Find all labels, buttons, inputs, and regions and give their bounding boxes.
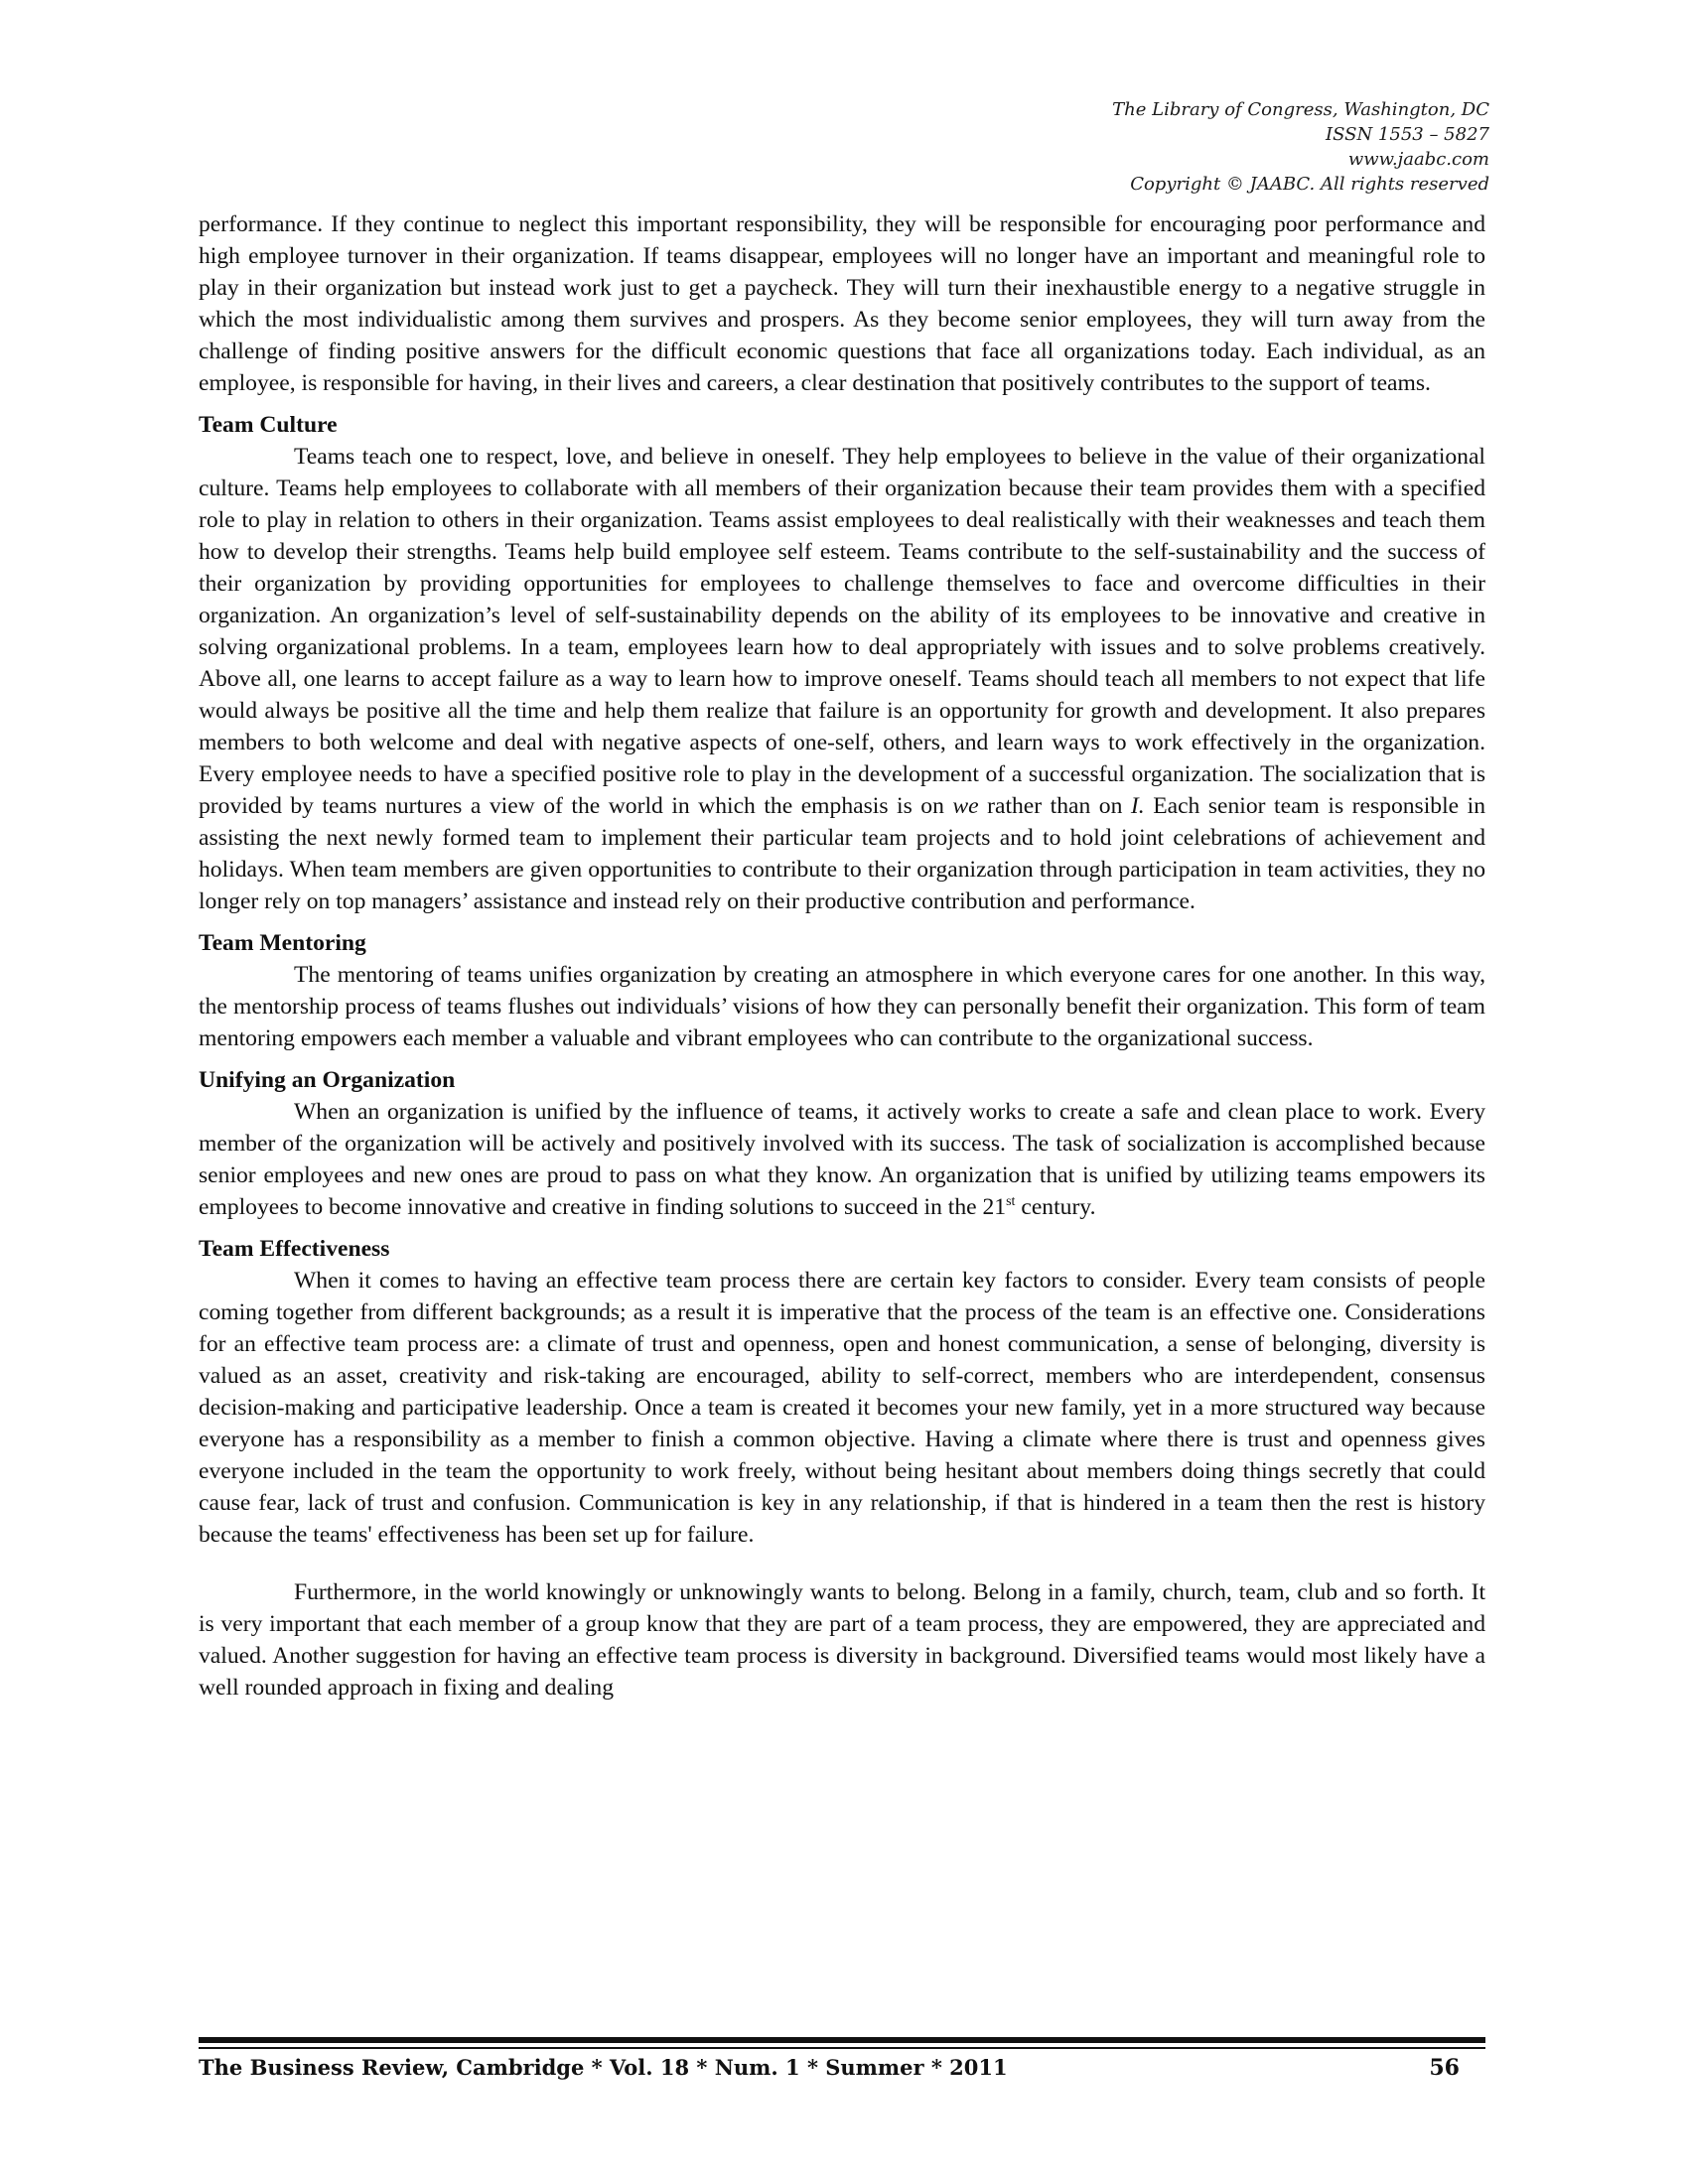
text-segment: Teams teach one to respect, love, and believe in oneself. They help employees to believe in the value of their organizational culture. Teams help employees to collaborate with all members of their organization because their team provides them with a specified role to play in relation to others in their organization. Teams assist employees to deal realistically with their weaknesses and teach them how to develop their strengths. Teams help build employee self esteem. Teams contribute to the self-sustainability and the success of their organization by providing opportunities for employees to challenge themselves to face and overcome difficulties in their organization. An organization’s level of self-sustainability depends on the ability of its employees to be innovative and creative in solving organizational problems. In a team, employees learn how to deal appropriately with issues and to solve problems creatively. Above all, one learns to accept failure as a way to learn how to improve oneself. Teams should teach all members to not expect that life would always be positive all the time and help them realize that failure is an opportunity for growth and development. It also prepares members to both welcome and deal with negative aspects of one-self, others, and learn ways to work effectively in the organization. Every employee needs to have a specified positive role to play in the development of a successful organization. The socialization that is provided by teams nurtures a view of the world in which the emphasis is on xyxy=(199,444,1485,819)
footer-journal-info: The Business Review, Cambridge * Vol. 18 * Num. 1 * Summer * 2011 xyxy=(199,2055,1008,2080)
paragraph-team-mentoring: The mentoring of teams unifies organization by creating an atmosphere in which everyone cares for one another. In this way, the mentorship process of teams flushes out individuals’ visions of how they can personally benefit their organization. This form of team mentoring empowers each member a valuable and vibrant employees who can contribute to the organizational success. xyxy=(199,962,1485,1051)
paragraph-unifying-organization xyxy=(199,1096,1485,1223)
running-header xyxy=(1112,97,1489,197)
paragraph-team-effectiveness-2: Furthermore, in the world knowingly or unknowingly wants to belong. Belong in a family, church, team, club and so forth. It is very important that each member of a group know that they are part of a team process, they are empowered, they are appreciated and valued. Another suggestion for having an effective team process is diversity in background. Diversified teams would most likely have a well rounded approach in fixing and dealing xyxy=(199,1579,1485,1701)
heading-team-effectiveness: Team Effectiveness xyxy=(199,1236,390,1262)
heading-team-mentoring: Team Mentoring xyxy=(199,930,366,956)
text-segment: rather than on xyxy=(978,793,1131,819)
emphasis-we: we xyxy=(952,793,979,819)
text-segment: century. xyxy=(1015,1194,1096,1220)
article-body xyxy=(199,208,1485,1704)
heading-team-culture: Team Culture xyxy=(199,412,338,438)
text-segment: Each senior team is responsible in assisting the next newly formed team to implement their particular team projects and to hold joint celebrations of achievement and holidays. When team members are given opportunities to contribute to their organization through participation in team activities, they no longer rely on top managers’ assistance and instead rely on their productive contribution and performance. xyxy=(199,793,1485,914)
emphasis-i: I. xyxy=(1130,793,1145,819)
superscript-st: st xyxy=(1006,1194,1016,1210)
header-issn: ISSN 1553 – 5827 xyxy=(1326,124,1489,145)
intro-paragraph: performance. If they continue to neglect this important responsibility, they will be responsible for encouraging poor performance and high employee turnover in their organization. If teams disappear, employees will no longer have an important and meaningful role to play in their organization but instead work just to get a paycheck. They will turn their inexhaustible energy to a negative struggle in which the most individualistic among them survives and prospers. As they become senior employees, they will turn away from the challenge of finding positive answers for the difficult economic questions that face all organizations today. Each individual, as an employee, is responsible for having, in their lives and careers, a clear destination that positively contributes to the support of teams. xyxy=(199,211,1485,396)
header-copyright: Copyright © JAABC. All rights reserved xyxy=(1130,174,1489,195)
footer-rule-thin xyxy=(199,2047,1485,2049)
footer-rule-thick xyxy=(199,2037,1485,2043)
text-segment: When an organization is unified by the influence of teams, it actively works to create a safe and clean place to work. Every member of the organization will be actively and positively involved with its success. The task of socialization is accomplished because senior employees and new ones are proud to pass on what they know. An organization that is unified by utilizing teams empowers its employees to become innovative and creative in finding solutions to succeed in the 21 xyxy=(199,1099,1485,1220)
header-library: The Library of Congress, Washington, DC xyxy=(1112,99,1489,120)
header-website: www.jaabc.com xyxy=(1347,149,1489,170)
heading-unifying-organization: Unifying an Organization xyxy=(199,1067,456,1093)
page-number: 56 xyxy=(1429,2055,1460,2081)
paragraph-team-effectiveness-1: When it comes to having an effective team process there are certain key factors to consider. Every team consists of people coming together from different backgrounds; as a result it is imperative that the process of the team is an effective one. Considerations for an effective team process are: a climate of trust and openness, open and honest communication, a sense of belonging, diversity is valued as an asset, creativity and risk-taking are encouraged, ability to self-correct, members who are interdependent, consensus decision-making and participative leadership. Once a team is created it becomes your new family, yet in a more structured way because everyone has a responsibility as a member to finish a common objective. Having a climate where there is trust and openness gives everyone included in the team the opportunity to work freely, without being hesitant about members doing things secretly that could cause fear, lack of trust and confusion. Communication is key in any relationship, if that is hindered in a team then the rest is history because the teams' effectiveness has been set up for failure. xyxy=(199,1268,1485,1548)
paragraph-team-culture xyxy=(199,441,1485,917)
